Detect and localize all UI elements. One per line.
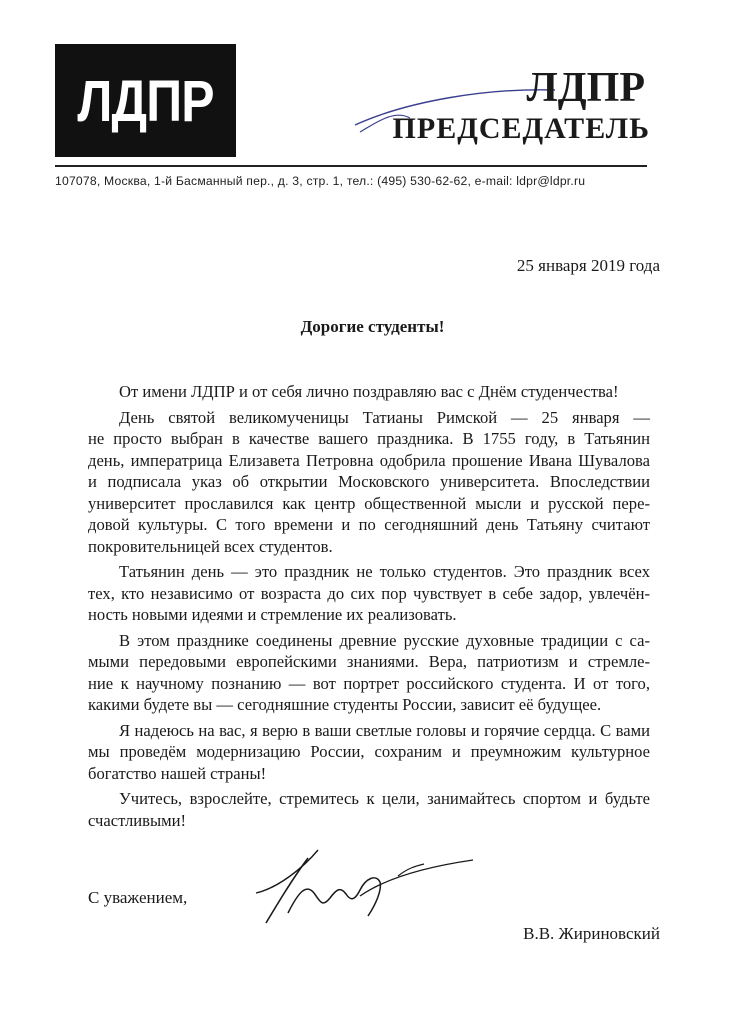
text-line: Татьянин день — это праздник не только студентов. Это праздник всех <box>119 562 650 581</box>
text-line: мыми передовыми европейскими знаниями. Вера, патриотизм и стремле- <box>88 652 650 671</box>
text-line: ность новыми идеями и стремление их реализовать. <box>88 605 457 624</box>
header-divider <box>55 165 647 167</box>
text-line: богатство нашей страны! <box>88 763 267 783</box>
signer-name: В.В. Жириновский <box>523 924 660 943</box>
text-line: В этом празднике соединены древние русские духовные традиции с са- <box>119 630 650 650</box>
text-line: университет прославился как центр общественной мысли и русской пере- <box>88 493 650 513</box>
text-line: мы проведём модернизацию России, сохраним и преумножим культурное <box>88 742 650 761</box>
text-line: тех, кто независимо от возраста до сих пор чувствует в себе задор, увлечён- <box>88 583 650 603</box>
letterhead-address: 107078, Москва, 1-й Басманный пер., д. 3, стр. 1, тел.: (495) 530-62-62, e-mail: ldpr@ldpr.ru <box>55 174 586 188</box>
text-line: День святой великомученицы Татианы Римской — 25 января — <box>119 407 650 427</box>
text-line: день, императрица Елизавета Петровна одобрила прошение Ивана Шувалова <box>88 450 650 470</box>
paragraph <box>88 407 650 558</box>
letterhead-party: ЛДПР <box>526 65 645 111</box>
text-line: От имени ЛДПР и от себя лично поздравляю вас с Днём студенчества! <box>119 382 619 401</box>
paragraph <box>88 788 650 831</box>
letter-body <box>88 381 650 835</box>
text-line: довой культуры. С того времени и по сегодняшний день Татьяну считают <box>88 515 650 534</box>
text-line: Учитесь, взрослейте, стремитесь к цели, занимайтесь спортом и будьте <box>119 789 650 808</box>
text-line: не просто выбран в качестве вашего праздника. В 1755 году, в Татьянин <box>88 429 650 448</box>
paragraph <box>88 630 650 716</box>
salutation: Дорогие студенты! <box>300 317 445 336</box>
letterhead-role: ПРЕДСЕДАТЕЛЬ <box>392 112 650 145</box>
text-line: покровительницей всех студентов. <box>88 536 333 556</box>
paragraph <box>88 720 650 785</box>
text-line: счастливыми! <box>88 810 186 830</box>
ldpr-logo <box>55 44 236 157</box>
text-line: какими будете вы — сегодняшние студенты России, зависит её будущее. <box>88 695 602 714</box>
paragraph <box>88 561 650 626</box>
paragraph <box>88 381 650 403</box>
closing: С уважением, <box>88 888 188 907</box>
logo-text: ЛДПР <box>77 69 214 134</box>
signature-icon <box>248 838 478 928</box>
letter-date: 25 января 2019 года <box>516 256 660 275</box>
text-line: ние к научному познанию — вот портрет российского студента. И от того, <box>88 673 650 693</box>
text-line: Я надеюсь на вас, я верю в ваши светлые головы и горячие сердца. С вами <box>119 720 650 740</box>
text-line: и подписала указ об открытии Московского университета. Впоследствии <box>88 472 650 491</box>
